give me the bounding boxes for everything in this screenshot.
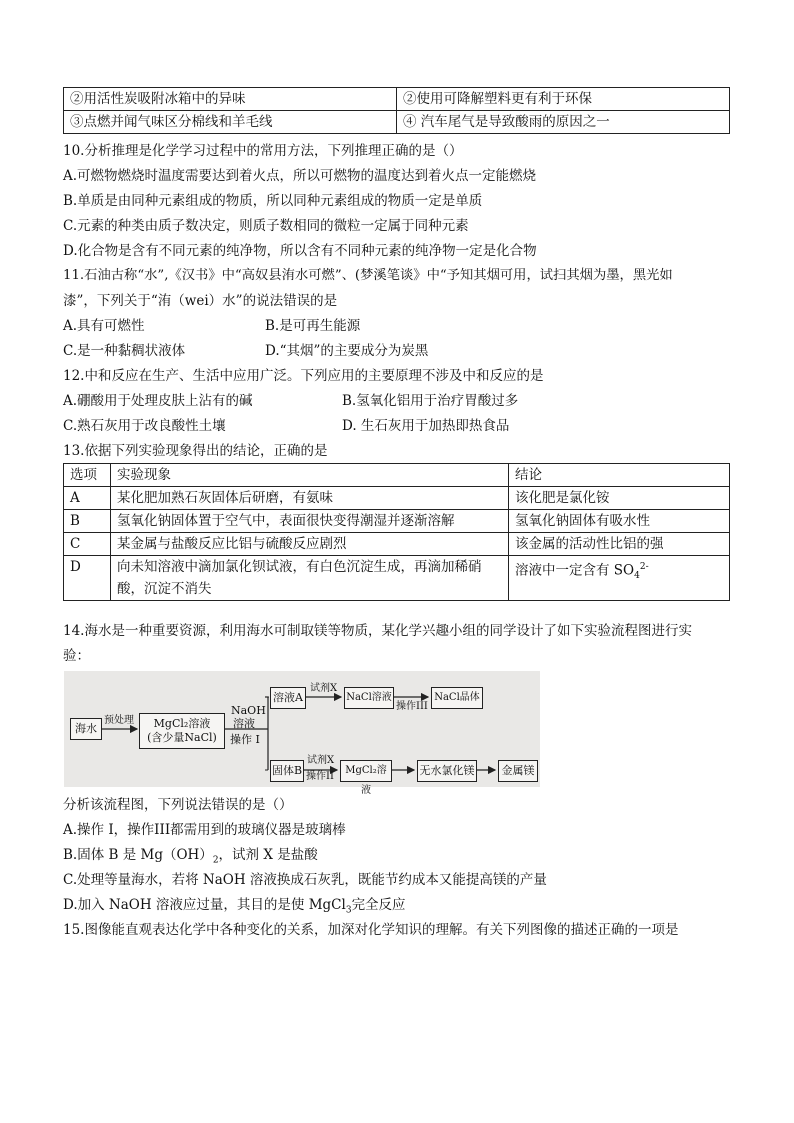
seawater-label: 海水 — [75, 722, 97, 735]
top-table-cell: ②使用可降解塑料更有利于环保 — [397, 88, 730, 111]
table-cell: 该化肥是氯化铵 — [509, 487, 730, 510]
solid-b-label: 固体B — [271, 764, 303, 777]
question-10-option-d: D.化合物是含有不同元素的纯净物，所以含有不同种元素的纯净物一定是化合物 — [63, 243, 537, 259]
question-14-stem: 14.海水是一种重要资源，利用海水可制取镁等物质，某化学兴趣小组的同学设计了如下实验流程图进行实 — [63, 623, 692, 639]
question-12-stem: 12.中和反应在生产、生活中应用广泛。下列应用的主要原理不涉及中和反应的是 — [63, 368, 544, 384]
flow-diagram — [64, 671, 540, 796]
question-14-option-c: C.处理等量海水，若将 NaOH 溶液换成石灰乳，既能节约成本又能提高镁的产量 — [63, 872, 547, 888]
question-11-option-d: D.“其烟”的主要成分为炭黑 — [265, 343, 429, 359]
option-b-text: B.固体 B 是 Mg（OH） — [63, 847, 213, 863]
mgcl2-solution-label: MgCl₂溶液 — [345, 765, 387, 796]
top-table-cell: ②用活性炭吸附冰箱中的异味 — [64, 88, 397, 111]
question-12-option-c: C.熟石灰用于改良酸性土壤 — [63, 418, 226, 434]
question-12-option-b: B.氢氧化铝用于治疗胃酸过多 — [342, 393, 519, 409]
anhydrous-mgcl2-box — [417, 760, 477, 782]
question-13-stem: 13.依据下列实验现象得出的结论，正确的是 — [63, 443, 328, 459]
op1-label: 操作 I — [230, 733, 260, 746]
op2-label: 操作II — [306, 771, 334, 782]
table-cell: 某金属与盐酸反应比铝与硫酸反应剧烈 — [111, 533, 509, 556]
question-15-stem: 15.图像能直观表达化学中各种变化的关系，加深对化学知识的理解。有关下列图像的描述正确的一项是 — [63, 922, 679, 938]
phenomenon-line: 向未知溶液中滴加氯化钡试液，有白色沉淀生成，再滴加稀硝 — [117, 559, 482, 575]
option-d-text-end: 完全反应 — [351, 897, 406, 913]
pretreat-label: 预处理 — [104, 715, 134, 726]
top-table — [63, 87, 730, 134]
anhydrous-label: 无水氯化镁 — [419, 764, 475, 777]
table-cell: B — [64, 510, 111, 533]
solution-a-label: 溶液A — [273, 691, 303, 704]
table-cell: 氢氧化钠固体有吸水性 — [509, 510, 730, 533]
mgcl2-line1: MgCl₂溶液 — [153, 717, 211, 730]
reagent-x-bottom-label: 试剂X — [307, 755, 335, 766]
top-table-cell: ④ 汽车尾气是导致酸雨的原因之一 — [397, 111, 730, 134]
solution-a-box — [270, 687, 306, 709]
seawater-box — [70, 718, 102, 740]
table-row — [64, 556, 730, 601]
question-14-sub-stem: 分析该流程图，下列说法错误的是（） — [63, 797, 293, 813]
table-cell: A — [64, 487, 111, 510]
nacl-solution-label: NaCl溶液 — [346, 692, 392, 703]
question-10-option-a: A.可燃物燃烧时温度需要达到着火点，所以可燃物的温度达到着火点一定能燃烧 — [63, 168, 537, 184]
table-cell: 该金属的活动性比铝的强 — [509, 533, 730, 556]
question-14-stem-cont: 验： — [63, 648, 90, 664]
question-11-option-b: B.是可再生能源 — [265, 318, 361, 334]
naoh-solution-label: 溶液 — [233, 717, 255, 730]
subscript: 2 — [212, 855, 219, 866]
mg-metal-label: 金属镁 — [501, 764, 535, 777]
question-12-option-d: D. 生石灰用于加热即热食品 — [342, 418, 510, 434]
option-d-text: D.加入 NaOH 溶液应过量，其目的是使 MgCl — [63, 897, 346, 913]
question-14-option-a: A.操作 I，操作III都需用到的玻璃仪器是玻璃棒 — [63, 822, 346, 838]
superscript: 2- — [639, 562, 649, 572]
question-13-table — [63, 463, 730, 601]
question-11-option-a: A.具有可燃性 — [63, 318, 145, 334]
mgcl2-line2: (含少量NaCl) — [147, 731, 217, 744]
question-14-option-d — [63, 895, 406, 921]
mgcl2-solution-box — [340, 760, 392, 796]
table-row — [64, 487, 730, 510]
question-11-stem: 11.石油古称“水”,《汉书》中“高奴县洧水可燃”、(梦溪笔谈》中“予知其烟可用，试扫其烟为墨，黑光如 — [63, 268, 673, 283]
mg-metal-box — [498, 760, 538, 782]
table-header: 结论 — [509, 464, 730, 487]
question-14-option-b — [63, 845, 318, 871]
conclusion-text: 溶液中一定含有 SO — [515, 562, 635, 579]
table-cell: 氢氧化钠固体置于空气中，表面很快变得潮湿并逐渐溶解 — [111, 510, 509, 533]
subscript: 3 — [345, 905, 352, 916]
top-table-cell: ③点燃并闻气味区分棉线和羊毛线 — [64, 111, 397, 134]
option-b-text-end: ，试剂 X 是盐酸 — [218, 847, 318, 863]
table-header: 选项 — [64, 464, 111, 487]
table-row — [64, 510, 730, 533]
question-11-stem-cont: 漆”，下列关于“洧（wei）水”的说法错误的是 — [63, 293, 338, 309]
nacl-crystal-label: NaCl晶体 — [434, 692, 480, 703]
question-11-option-c: C.是一种黏稠状液体 — [63, 343, 186, 359]
question-10-option-b: B.单质是由同种元素组成的物质，所以同种元素组成的物质一定是单质 — [63, 193, 483, 209]
nacl-solution-box — [344, 687, 394, 709]
table-cell — [111, 556, 509, 601]
nacl-crystal-box — [431, 687, 483, 709]
mgcl2-box — [139, 713, 225, 749]
naoh-label: NaOH — [231, 704, 266, 717]
question-10-option-c: C.元素的种类由质子数决定，则质子数相同的微粒一定属于同种元素 — [63, 218, 469, 234]
table-cell: D — [64, 556, 111, 601]
op3-label: 操作III — [396, 701, 428, 712]
table-row — [64, 533, 730, 556]
table-cell: C — [64, 533, 111, 556]
solid-b-box — [270, 760, 304, 782]
table-header: 实验现象 — [111, 464, 509, 487]
question-12-option-a: A.硼酸用于处理皮肤上沾有的碱 — [63, 393, 253, 409]
table-cell: 某化肥加熟石灰固体后研磨，有氨味 — [111, 487, 509, 510]
table-cell — [509, 556, 730, 601]
question-10-stem: 10.分析推理是化学学习过程中的常用方法，下列推理正确的是（） — [63, 143, 463, 159]
reagent-x-top-label: 试剂X — [310, 683, 338, 694]
subscript: 4 — [634, 571, 640, 582]
phenomenon-line: 酸，沉淀不消失 — [117, 581, 212, 597]
